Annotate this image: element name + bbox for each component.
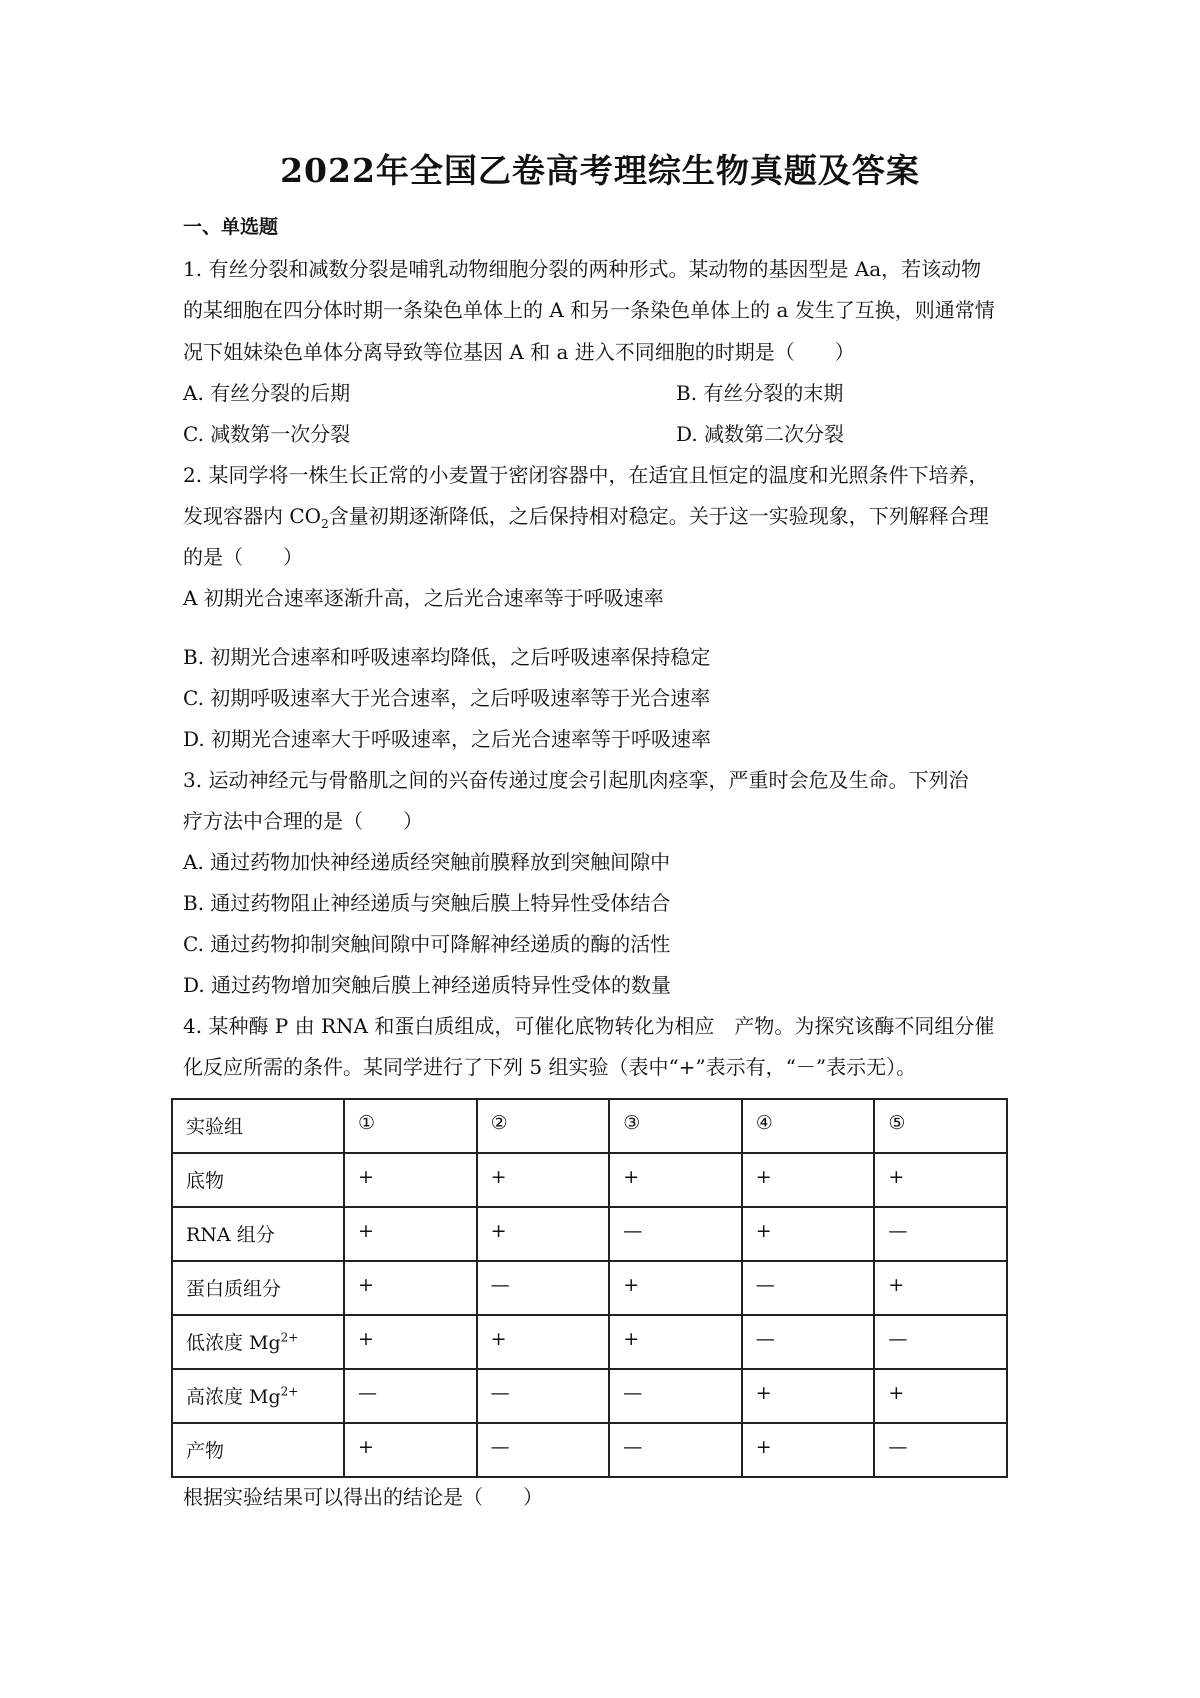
- table-cell: —: [344, 1369, 477, 1423]
- table-cell: —: [609, 1207, 742, 1261]
- q3-line-2: 疗方法中合理的是（ ）: [183, 809, 423, 833]
- q2-option-d: D. 初期光合速率大于呼吸速率，之后光合速率等于呼吸速率: [183, 727, 712, 751]
- table-cell: +: [742, 1423, 875, 1477]
- table-cell: +: [874, 1369, 1007, 1423]
- table-cell: +: [344, 1153, 477, 1207]
- q3-option-d: D. 通过药物增加突触后膜上神经递质特异性受体的数量: [183, 973, 672, 997]
- table-cell: —: [874, 1207, 1007, 1261]
- table-row: [172, 1261, 1007, 1315]
- table-cell: ③: [609, 1099, 742, 1153]
- q2-option-c: C. 初期呼吸速率大于光合速率，之后呼吸速率等于光合速率: [183, 686, 711, 710]
- table-cell: —: [609, 1423, 742, 1477]
- table-cell: +: [344, 1207, 477, 1261]
- page-title: 2022年全国乙卷高考理综生物真题及答案: [280, 151, 920, 190]
- table-cell: —: [477, 1369, 610, 1423]
- table-row: [172, 1315, 1007, 1369]
- table-cell: +: [874, 1153, 1007, 1207]
- table-row: [172, 1423, 1007, 1477]
- table-cell: +: [874, 1261, 1007, 1315]
- row-label: 产物: [172, 1423, 344, 1477]
- table-cell: +: [344, 1315, 477, 1369]
- table-row: [172, 1207, 1007, 1261]
- q2-option-b: B. 初期光合速率和呼吸速率均降低，之后呼吸速率保持稳定: [183, 645, 711, 669]
- table-cell: ④: [742, 1099, 875, 1153]
- table-row: [172, 1369, 1007, 1423]
- table-row: [172, 1099, 1007, 1153]
- q1-line-1: 1. 有丝分裂和减数分裂是哺乳动物细胞分裂的两种形式。某动物的基因型是 Aa，若该动物: [183, 257, 982, 281]
- table-cell: +: [477, 1153, 610, 1207]
- table-cell: +: [742, 1207, 875, 1261]
- q4-conclusion-prompt: 根据实验结果可以得出的结论是（ ）: [183, 1485, 543, 1509]
- q1-option-a: A. 有丝分裂的后期: [183, 381, 351, 405]
- table-cell: +: [742, 1369, 875, 1423]
- table-cell: +: [609, 1153, 742, 1207]
- table-row: [172, 1153, 1007, 1207]
- table-cell: —: [477, 1423, 610, 1477]
- table-cell: —: [874, 1423, 1007, 1477]
- table-cell: —: [477, 1261, 610, 1315]
- table-cell: ②: [477, 1099, 610, 1153]
- q1-option-b: B. 有丝分裂的末期: [676, 381, 844, 405]
- q2-line-2: 发现容器内 $CO_2$含量初期逐渐降低，之后保持相对稳定。关于这一实验现象，下列解释合理: [183, 504, 989, 531]
- q4-line-1: 4. 某种酶 P 由 RNA 和蛋白质组成，可催化底物转化为相应 产物。为探究该酶不同组分催: [183, 1014, 995, 1038]
- experiment-table: [171, 1098, 1008, 1478]
- row-label: 底物: [172, 1153, 344, 1207]
- q1-line-3: 况下姐妹染色单体分离导致等位基因 A 和 a 进入不同细胞的时期是（ ）: [183, 340, 855, 364]
- table-cell: +: [609, 1261, 742, 1315]
- table-cell: +: [344, 1261, 477, 1315]
- q4-line-2: 化反应所需的条件。某同学进行了下列 5 组实验（表中“+”表示有，“－”表示无）。: [183, 1055, 917, 1079]
- table-cell: +: [477, 1207, 610, 1261]
- row-label: 高浓度 $Mg^{2+}$: [172, 1369, 344, 1423]
- q2-line-1: 2. 某同学将一株生长正常的小麦置于密闭容器中，在适宜且恒定的温度和光照条件下培养，: [183, 463, 989, 487]
- row-label: RNA 组分: [172, 1207, 344, 1261]
- row-label: 实验组: [172, 1099, 344, 1153]
- row-label: 低浓度 $Mg^{2+}$: [172, 1315, 344, 1369]
- table-cell: +: [609, 1315, 742, 1369]
- table-cell: —: [609, 1369, 742, 1423]
- section-heading: 一、单选题: [183, 216, 279, 238]
- table-cell: +: [477, 1315, 610, 1369]
- table-cell: +: [742, 1153, 875, 1207]
- q1-option-d: D. 减数第二次分裂: [676, 422, 845, 446]
- q3-line-1: 3. 运动神经元与骨骼肌之间的兴奋传递过度会引起肌肉痉挛，严重时会危及生命。下列治: [183, 768, 969, 792]
- q1-option-c: C. 减数第一次分裂: [183, 422, 351, 446]
- table-cell: —: [742, 1315, 875, 1369]
- table-cell: ①: [344, 1099, 477, 1153]
- q3-option-c: C. 通过药物抑制突触间隙中可降解神经递质的酶的活性: [183, 932, 671, 956]
- table-cell: —: [742, 1261, 875, 1315]
- q2-option-a: A 初期光合速率逐渐升高，之后光合速率等于呼吸速率: [183, 586, 664, 610]
- table-cell: +: [344, 1423, 477, 1477]
- q2-line-3: 的是（ ）: [183, 545, 303, 569]
- table-cell: —: [874, 1315, 1007, 1369]
- q1-line-2: 的某细胞在四分体时期一条染色单体上的 A 和另一条染色单体上的 a 发生了互换，则通常情: [183, 298, 995, 322]
- q3-option-b: B. 通过药物阻止神经递质与突触后膜上特异性受体结合: [183, 891, 671, 915]
- q3-option-a: A. 通过药物加快神经递质经突触前膜释放到突触间隙中: [183, 850, 671, 874]
- row-label: 蛋白质组分: [172, 1261, 344, 1315]
- table-cell: ⑤: [874, 1099, 1007, 1153]
